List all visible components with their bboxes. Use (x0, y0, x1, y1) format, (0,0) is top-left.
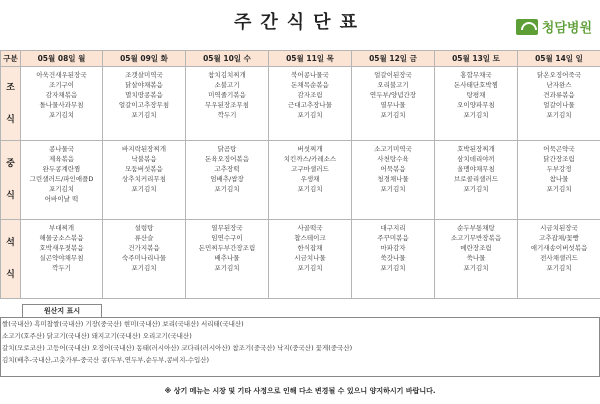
menu-item: 청경채나물 (377, 175, 409, 183)
menu-cell (21, 141, 103, 220)
menu-item: 콩나물국 (48, 145, 75, 153)
menu-item: 포기김치 (297, 111, 323, 119)
menu-item: 두부강정 (546, 165, 572, 173)
menu-item: 실곤약야채무침 (39, 254, 84, 262)
origin-title: 원산지 표시 (22, 304, 102, 317)
meal-label-char: 조 (6, 82, 15, 93)
menu-item: 돈민찌두부간장조림 (198, 244, 256, 252)
notice-text: ※ 상기 메뉴는 시장 및 기타 사정으로 인해 다소 변경될 수 있으니 양지하시기 바랍니다. (164, 387, 436, 395)
meal-row (1, 220, 600, 299)
menu-item: 임연수구이 (211, 234, 243, 242)
menu-item: 브로콜리샐러드 (454, 175, 498, 183)
menu-item: 포기김치 (380, 185, 406, 193)
menu-item: 모둠버섯볶음 (125, 165, 163, 173)
menu-cell (352, 141, 435, 220)
menu-item: 사천탕수육 (377, 155, 409, 163)
header-corner: 구분 (1, 51, 21, 67)
menu-item: 상추치커리무침 (122, 175, 166, 183)
menu-cell (103, 220, 186, 299)
menu-item: 그린샐러드/파인애플D (29, 175, 94, 183)
meal-label (1, 67, 21, 141)
menu-item: 전사채샐러드 (540, 254, 578, 262)
menu-item: 포기김치 (297, 264, 323, 272)
menu-item: 배추나물 (214, 254, 240, 262)
menu-item: 해물궁소스볶음 (39, 234, 84, 242)
menu-item: 건가지볶음 (128, 244, 160, 252)
menu-item: 포기김치 (546, 111, 572, 119)
menu-cell (269, 67, 352, 141)
menu-item: 소불고기 (214, 81, 240, 89)
menu-cell (435, 141, 518, 220)
menu-item: 오이양파무침 (457, 101, 495, 109)
menu-item: 탕평채 (466, 91, 486, 99)
meal-label-char: 식 (6, 114, 15, 125)
menu-item: 포기김치 (214, 264, 240, 272)
menu-item: 버섯찌개 (297, 145, 323, 153)
menu-item: 호박새우젓볶음 (39, 244, 84, 252)
menu-item: 바지락된장찌개 (122, 145, 166, 153)
menu-item: 돈사태단호박찜 (454, 81, 498, 89)
menu-item: 메란장조림 (460, 244, 492, 252)
page-title: 주간식단표 (234, 12, 366, 33)
menu-item: 오리불고기 (377, 81, 409, 89)
day-header: 05월 13일 토 (435, 51, 518, 67)
table-header-row (1, 51, 600, 67)
menu-item: 조기구이 (48, 81, 75, 89)
menu-item: 무우된장조무침 (205, 101, 249, 109)
menu-item: 고추장떡 (214, 165, 240, 173)
hospital-logo (516, 17, 592, 36)
origin-line: 쌀(국내산) 흑미찹쌀(국내산) 기장(중국산) 현미(국내산) 보리(국내산) 서리태(국내산) (2, 320, 244, 328)
day-header: 05월 14일 일 (518, 51, 600, 67)
menu-item: 포기김치 (546, 264, 572, 272)
menu-item: 마파감자 (380, 244, 406, 252)
menu-item: 어묵곤약국 (543, 145, 575, 153)
weekly-menu-table (0, 50, 600, 299)
hospital-logo-text: 청담병원 (541, 21, 592, 36)
menu-item: 포기김치 (48, 111, 75, 119)
menu-item: 포기김치 (131, 264, 157, 272)
menu-item: 참치김치찌개 (208, 71, 246, 79)
menu-item: 아욱건새우된장국 (36, 71, 87, 79)
menu-item: 어묵볶음 (380, 165, 406, 173)
menu-item: 포기김치 (214, 185, 240, 193)
menu-item: 돌나물사과무침 (39, 101, 84, 109)
menu-item: 부대찌개 (48, 224, 75, 232)
menu-item: 닭살야채볶음 (125, 81, 163, 89)
menu-cell (186, 220, 269, 299)
menu-cell (21, 67, 103, 141)
day-header: 05월 10일 수 (186, 51, 269, 67)
menu-item: 닭곰탕 (217, 145, 237, 153)
menu-item: 호박된장찌개 (457, 145, 495, 153)
menu-item: 낙불볶음 (131, 155, 157, 163)
menu-item: 견과류볶음 (543, 91, 575, 99)
menu-item: 감자채볶음 (45, 91, 78, 99)
menu-cell (269, 220, 352, 299)
menu-item: 제육볶음 (48, 155, 75, 163)
menu-item: 주꾸미볶음 (377, 234, 409, 242)
menu-item: 닭온오징어죽국 (537, 71, 581, 79)
meal-row (1, 141, 600, 220)
meal-label (1, 220, 21, 299)
menu-item: 대구지리 (380, 224, 406, 232)
menu-item: 근대고추장나물 (288, 101, 332, 109)
menu-item: 치킨까스/카레소스 (283, 155, 337, 163)
menu-item: 깍두기 (52, 264, 71, 272)
menu-cell (269, 141, 352, 220)
menu-cell (352, 67, 435, 141)
menu-item: 소고기미역국 (374, 145, 412, 153)
menu-item: 어바이날 떡 (44, 195, 79, 203)
menu-item: 포기김치 (463, 264, 489, 272)
menu-item: 우생채 (300, 175, 320, 183)
hospital-logo-icon (516, 19, 538, 35)
day-header: 05월 11일 목 (269, 51, 352, 67)
meal-row (1, 67, 600, 141)
menu-item: 연두부/양념간장 (369, 91, 417, 99)
menu-item: 완두콩계란찜 (42, 165, 81, 173)
menu-item: 삼치데리야끼 (457, 155, 495, 163)
menu-item: 조갯살미역국 (125, 71, 163, 79)
day-header: 05월 08일 월 (21, 51, 103, 67)
menu-item: 고추잡채/꽃빵 (539, 234, 579, 242)
menu-item: 찹스테이크 (294, 234, 326, 242)
menu-item: 포기김치 (48, 185, 75, 193)
menu-item: 얼갈이고추장무침 (118, 101, 170, 109)
menu-item: 얼갈이된장국 (374, 71, 412, 79)
menu-item: 돈채목순볶음 (291, 81, 329, 89)
menu-item: 홍합무채국 (460, 71, 492, 79)
menu-cell (518, 67, 600, 141)
origin-line: 소고기(호주산) 닭고기(국내산) 돼지고기(국내산) 오리고기(국내산) (2, 332, 192, 340)
meal-label-char: 석 (6, 238, 15, 248)
menu-cell (352, 220, 435, 299)
menu-item: 올맹야채무침 (457, 165, 495, 173)
menu-item: 포기김치 (463, 185, 489, 193)
menu-item: 류산슬 (134, 234, 154, 242)
menu-item: 미역줄기볶음 (208, 91, 246, 99)
menu-item: 열무된장국 (211, 224, 243, 232)
origin-line: 갈치(모로코산) 고등어(국내산) 오징어(국내산) 동태(러시아산) 코다리(러시아산) 참조기(중국산) 낙지(중국산) 꽃게(중국산) (2, 344, 353, 352)
day-header: 05월 09일 화 (103, 51, 186, 67)
menu-item: 감자조림 (297, 91, 323, 99)
menu-item: 사골떡국 (297, 224, 323, 232)
menu-item: 한식잡채 (297, 244, 323, 252)
menu-item: 멸치땅콩볶음 (125, 91, 163, 99)
meal-label (1, 141, 21, 220)
menu-item: 포기김치 (131, 111, 157, 119)
meal-label-char: 식 (6, 191, 15, 201)
menu-item: 애기새송이버섯볶음 (530, 244, 588, 252)
menu-item: 포기김치 (546, 185, 572, 193)
menu-item: 숙주미나리나물 (122, 254, 166, 262)
origin-box (0, 317, 600, 377)
menu-cell (21, 220, 103, 299)
menu-item: 포기김치 (297, 185, 323, 193)
menu-item: 쑥나물 (466, 254, 486, 262)
menu-item: 시금치된장국 (540, 224, 578, 232)
menu-item: 포기김치 (131, 185, 157, 193)
menu-item: 엄배추/쌈장 (210, 175, 244, 183)
menu-item: 포기김치 (380, 111, 406, 119)
menu-item: 닭간장조림 (543, 155, 575, 163)
menu-item: 소고기무반장볶음 (450, 234, 502, 242)
menu-item: 열무나물 (380, 101, 406, 109)
meal-label-char: 중 (6, 159, 15, 169)
menu-cell (103, 67, 186, 141)
menu-item: 난자완스 (546, 81, 572, 89)
origin-line: 김치(배추-국내산,고춧가루-중국산 콩(두부,연두부,순두부,콩비지-수입산) (2, 356, 210, 364)
menu-cell (435, 220, 518, 299)
menu-item: 북어콩나물국 (291, 71, 329, 79)
meal-label-char: 식 (6, 270, 15, 280)
menu-cell (186, 67, 269, 141)
menu-item: 돈육오징어볶음 (205, 155, 249, 163)
menu-cell (186, 141, 269, 220)
menu-item: 순두부통채탕 (457, 224, 495, 232)
menu-item: 설렁탕 (134, 224, 154, 232)
menu-cell (518, 141, 600, 220)
menu-item: 포기김치 (380, 264, 406, 272)
menu-cell (435, 67, 518, 141)
day-header: 05월 12일 금 (352, 51, 435, 67)
menu-item: 얼갈이나물 (543, 101, 575, 109)
menu-item: 시금치나물 (294, 254, 326, 262)
menu-item: 쑥갓나물 (380, 254, 406, 262)
menu-cell (103, 141, 186, 220)
menu-item: 참나물 (549, 175, 569, 183)
menu-item: 깍두기 (217, 111, 237, 119)
menu-item: 고구마샐러드 (291, 165, 329, 173)
menu-item: 포기김치 (463, 111, 489, 119)
menu-cell (518, 220, 600, 299)
